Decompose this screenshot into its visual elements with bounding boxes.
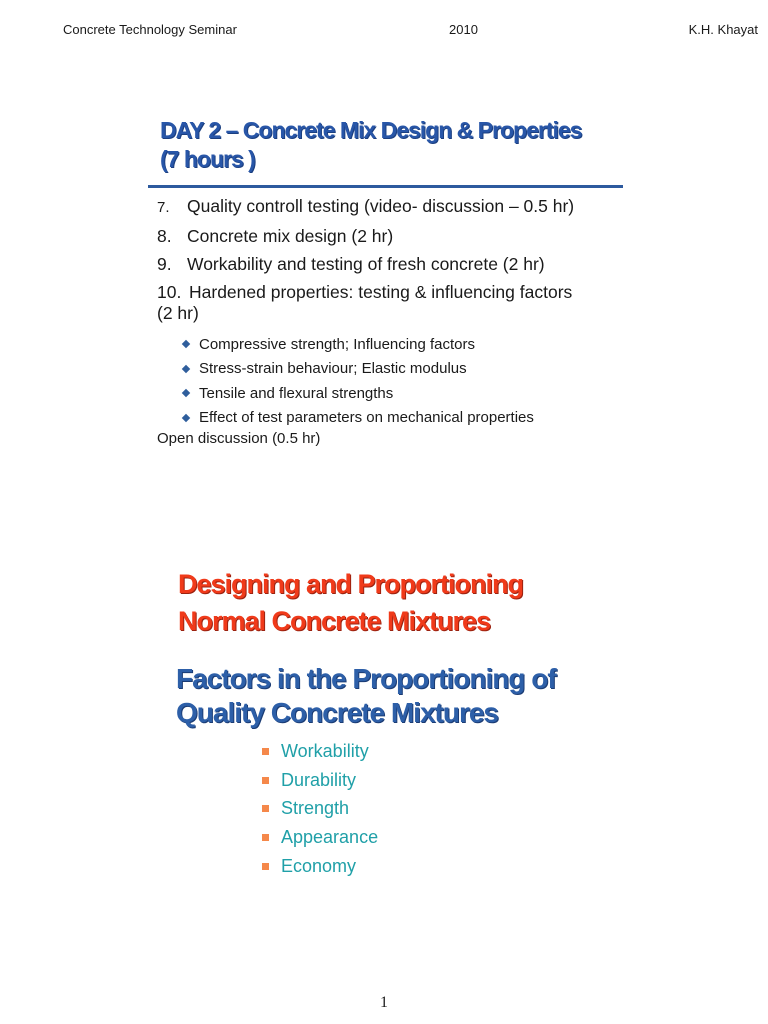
numbered-list [157,195,757,324]
slide2-subheading-line2: Quality Concrete Mixtures [176,697,498,728]
square-bullet-icon [262,863,269,870]
sub-list-item-text: Tensile and flexural strengths [199,384,394,402]
list-item-number: 10. [157,282,182,302]
sub-list-item-text: Stress-strain behaviour; Elastic modulus [199,360,467,378]
square-bullet-icon [262,777,269,784]
list-item [157,281,757,324]
slide1-title-line2: (7 hours ) [160,146,255,172]
factor-item [262,852,378,881]
slide1-title [160,116,630,174]
diamond-bullet-icon [182,365,190,373]
slide2-subheading-line1: Factors in the Proportioning of [176,663,556,694]
slide2-heading [178,566,738,640]
list-item-text: Workability and testing of fresh concrete (2 hr) [187,254,545,274]
list-item-text: Quality controll testing (video- discussion – 0.5 hr) [187,196,575,216]
header-right: K.H. Khayat [688,22,758,37]
factor-item [262,737,378,766]
sub-bullet-list [180,332,534,430]
list-item-number: 9. [157,254,172,274]
sub-list-item [180,357,534,382]
header-left: Concrete Technology Seminar [63,22,237,37]
header-center: 2010 [449,22,478,37]
factor-item [262,823,378,852]
sub-list-item [180,332,534,357]
sub-list-item [180,406,534,431]
list-item-number: 8. [157,226,172,246]
sub-list-item-text: Compressive strength; Influencing factors [199,335,475,353]
page-number: 1 [380,994,388,1011]
open-discussion: Open discussion (0.5 hr) [157,430,321,447]
square-bullet-icon [262,834,269,841]
page-header [0,22,768,40]
factor-text: Strength [281,798,350,819]
list-item-text: Hardened properties: testing & influencing factors [189,282,573,302]
sub-list-item [180,381,534,406]
slide2-heading-line2: Normal Concrete Mixtures [178,606,491,636]
list-item-continuation: (2 hr) [157,303,199,323]
title-rule [148,185,623,188]
factor-text: Economy [281,856,357,877]
diamond-bullet-icon [182,414,190,422]
factor-text: Durability [281,769,357,790]
factor-list [262,737,378,881]
factor-text: Workability [281,740,369,761]
square-bullet-icon [262,805,269,812]
sub-list-item-text: Effect of test parameters on mechanical properties [199,409,534,427]
slide1-title-line1: DAY 2 – Concrete Mix Design & Properties [160,117,582,143]
slide2-subheading [176,662,736,730]
factor-item [262,766,378,795]
list-item [157,195,757,219]
list-item [157,225,757,247]
square-bullet-icon [262,748,269,755]
diamond-bullet-icon [182,340,190,348]
factor-text: Appearance [281,827,379,848]
list-item-text: Concrete mix design (2 hr) [187,226,394,246]
list-item-number: 7. [157,199,170,216]
factor-item [262,795,378,824]
list-item [157,253,757,275]
diamond-bullet-icon [182,389,190,397]
slide2-heading-line1: Designing and Proportioning [178,569,523,599]
